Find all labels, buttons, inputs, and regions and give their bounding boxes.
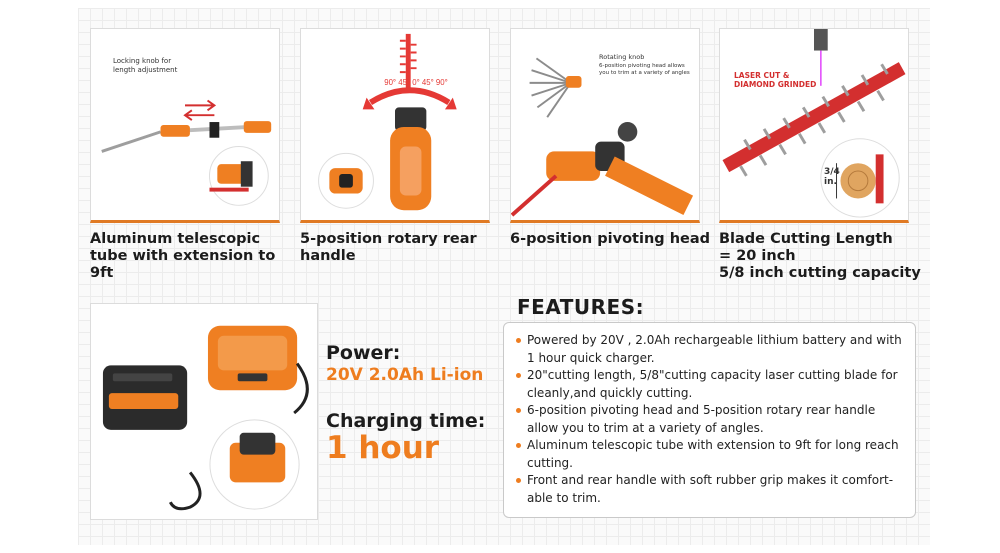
- list-item: 6-position pivoting head and 5-position rotary rear handle allow you to trim at a variety of angles.: [516, 402, 905, 437]
- bullet-icon: [516, 478, 521, 483]
- caption-blade: Blade Cutting Length = 20 inch 5/8 inch cutting capacity: [719, 231, 921, 281]
- rotating-knob-label: Rotating knob: [599, 53, 645, 61]
- telescopic-tube-photo: [90, 28, 280, 223]
- caption-pivoting: 6-position pivoting head: [510, 231, 711, 247]
- power-label: Power:: [326, 342, 401, 364]
- bullet-icon: [516, 408, 521, 413]
- blade-photo: [719, 28, 909, 223]
- bullet-icon: [516, 338, 521, 343]
- list-item: Powered by 20V , 2.0Ah rechargeable lithium battery and with 1 hour quick charger.: [516, 332, 905, 367]
- laser-cut-note: LASER CUT & DIAMOND GRINDED: [734, 71, 817, 89]
- list-item: Front and rear handle with soft rubber grip makes it comfort-able to trim.: [516, 472, 905, 507]
- bullet-icon: [516, 373, 521, 378]
- features-title: FEATURES:: [517, 295, 645, 319]
- list-item: 20"cutting length, 5/8"cutting capacity laser cutting blade for cleanly,and quickly cutting.: [516, 367, 905, 402]
- charging-time-label: Charging time:: [326, 410, 486, 432]
- angle-labels: 90° 45° 0° 45° 90°: [384, 77, 448, 87]
- pivoting-head-photo: [510, 28, 700, 223]
- caption-telescopic: Aluminum telescopic tube with extension to 9ft: [90, 231, 276, 281]
- charging-time-value: 1 hour: [326, 430, 440, 466]
- caption-rotary: 5-position rotary rear handle: [300, 231, 477, 264]
- features-list: [503, 322, 916, 518]
- battery-charger-photo: [90, 303, 318, 520]
- list-item: Aluminum telescopic tube with extension to 9ft for long reach cutting.: [516, 437, 905, 472]
- power-value: 20V 2.0Ah Li-ion: [326, 365, 484, 385]
- bullet-icon: [516, 443, 521, 448]
- rotary-handle-photo: [300, 28, 490, 223]
- three-quarter-inch-label: 3/4 in.: [824, 167, 840, 187]
- locking-knob-note: Locking knob for length adjustment: [113, 57, 178, 74]
- pivoting-head-note: 6-position pivoting head allows you to trim at a variety of angles: [599, 63, 690, 76]
